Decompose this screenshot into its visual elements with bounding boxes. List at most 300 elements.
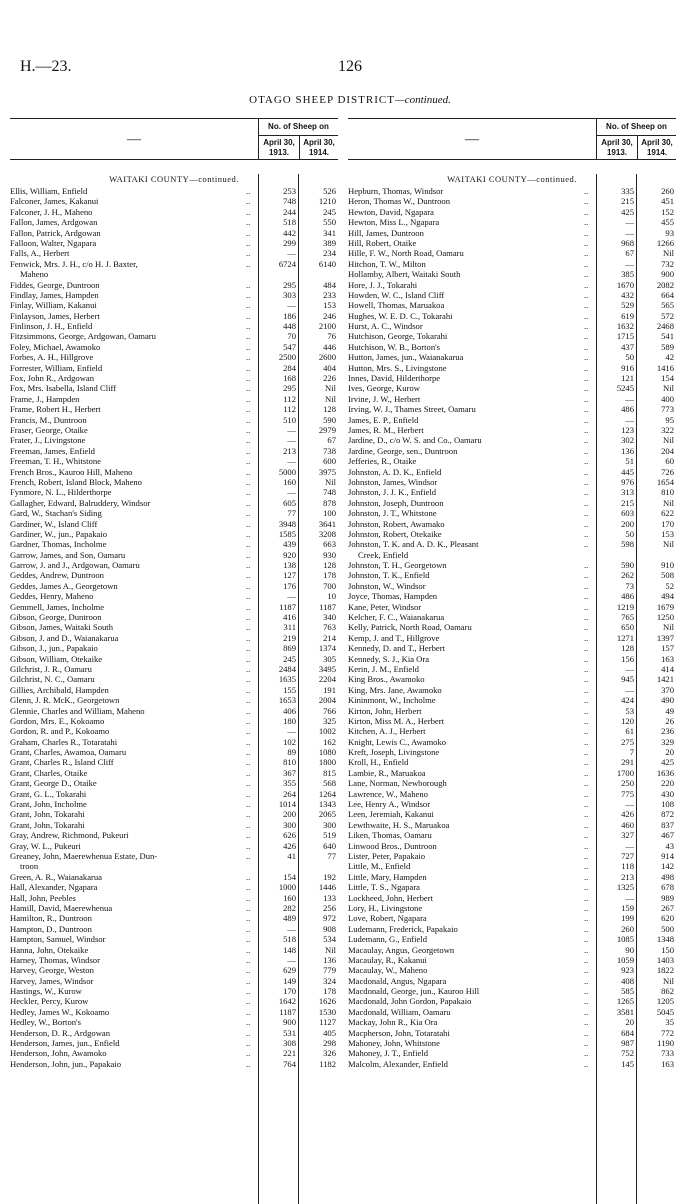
leader-dots: ..	[246, 601, 251, 612]
sheep-1914: 214	[323, 632, 336, 643]
sheep-1914: 305	[323, 653, 336, 664]
table-row	[10, 321, 338, 331]
table-row	[10, 456, 338, 466]
owner-name: Jardine, George, sen., Duntroon	[348, 445, 458, 456]
sheep-1913: 215	[621, 497, 634, 508]
table-row	[348, 321, 676, 331]
owner-name: Falconer, James, Kakanui	[10, 196, 99, 207]
sheep-1913: 355	[283, 778, 296, 789]
leader-dots: ..	[246, 1038, 251, 1049]
leader-dots: ..	[584, 851, 589, 861]
sheep-1914: 726	[661, 466, 674, 477]
owner-name: Johnston, J. T., Whitstone	[348, 508, 437, 519]
leader-dots: ..	[246, 497, 251, 508]
table-row	[10, 404, 338, 414]
sheep-1913: 920	[283, 549, 296, 560]
sheep-1914: 930	[323, 549, 336, 560]
table-row	[348, 643, 676, 653]
title-continued: —continued.	[394, 94, 451, 106]
owner-name: Hampton, D., Duntroon	[10, 923, 92, 934]
leader-dots: ..	[246, 539, 251, 550]
owner-name: Kininmont, W., Incholme	[348, 695, 436, 706]
owner-name: Johnston, Robert, Otekaike	[348, 528, 442, 539]
owner-name: Green, A. R., Waianakarua	[10, 871, 102, 882]
sheep-1914: 910	[661, 560, 674, 571]
owner-name: Garrow, James, and Son, Oamaru	[10, 549, 126, 560]
owner-name: Forbes, A. H., Hillgrove	[10, 352, 94, 363]
owner-name: Ellis, William, Enfield	[10, 186, 88, 196]
leader-dots: ..	[246, 528, 251, 539]
sheep-1913: 518	[283, 934, 296, 945]
owner-name: Hamill, David, Maerewhenua	[10, 902, 113, 913]
owner-name: Hille, F. W., North Road, Oamaru	[348, 248, 464, 259]
sheep-1913: 1187	[279, 1006, 296, 1017]
sheep-1914: 1250	[656, 612, 674, 623]
sheep-1913: 408	[621, 975, 634, 986]
sheep-1914: 154	[661, 373, 674, 384]
leader-dots: ..	[584, 539, 589, 550]
sheep-1913: 77	[287, 508, 296, 519]
sheep-1913: 425	[621, 206, 634, 217]
owner-name: Hepburn, Thomas, Windsor	[348, 186, 444, 196]
sheep-1914: 136	[323, 954, 336, 965]
sheep-1914: 128	[323, 404, 336, 415]
owner-name: Frame, J., Hampden	[10, 393, 80, 404]
sheep-1914: 20	[665, 747, 674, 758]
sheep-1913: —	[625, 414, 634, 425]
leader-dots: ..	[584, 414, 589, 425]
owner-name: Gillies, Archibald, Hampden	[10, 684, 109, 695]
leader-dots: ..	[584, 892, 589, 903]
leader-dots: ..	[584, 965, 589, 976]
sheep-1914: 872	[661, 809, 674, 820]
sheep-1914: 260	[661, 186, 674, 196]
sheep-1914: 414	[661, 663, 674, 674]
sheep-1913: 900	[283, 1017, 296, 1028]
sheep-1914: 3975	[318, 466, 336, 477]
name-column-header: —	[127, 132, 141, 147]
sheep-1913: 598	[621, 539, 634, 550]
owner-name: Greaney, John, Maerewhenua Estate, Dun-	[10, 851, 158, 861]
sheep-1914: Nil	[325, 944, 336, 955]
sheep-1913: 629	[283, 965, 296, 976]
owner-name: Hill, Robert, Otaike	[348, 237, 417, 248]
leader-dots: ..	[584, 695, 589, 706]
leader-dots: ..	[584, 757, 589, 768]
sheep-1914: 52	[665, 580, 674, 591]
owner-name: Macdonald, John Gordon, Papakaio	[348, 996, 472, 1007]
table-row	[10, 986, 338, 996]
owner-name: Johnston, J. J. K., Enfield	[348, 487, 437, 498]
sheep-1914: 163	[661, 1058, 674, 1069]
leader-dots: ..	[246, 736, 251, 747]
table-row	[10, 363, 338, 373]
leader-dots: ..	[246, 643, 251, 654]
sheep-1914: 405	[323, 1027, 336, 1038]
sheep-1913: 327	[621, 830, 634, 841]
sheep-1914: 430	[661, 788, 674, 799]
leader-dots: ..	[584, 612, 589, 623]
table-row	[348, 882, 676, 892]
table-row	[10, 934, 338, 944]
sheep-1913: 50	[625, 352, 634, 363]
owner-name: Henderson, D. R., Ardgowan	[10, 1027, 111, 1038]
district-title: OTAGO SHEEP DISTRICT	[249, 94, 395, 106]
leader-dots: ..	[246, 913, 251, 924]
sheep-1914: 60	[665, 456, 674, 467]
sheep-1914: 1343	[318, 799, 336, 810]
owner-name: King Bros., Awamoko	[348, 674, 425, 685]
leader-dots: ..	[246, 476, 251, 487]
owner-name: Joyce, Thomas, Hampden	[348, 591, 438, 602]
sheep-1914: 508	[661, 570, 674, 581]
leader-dots: ..	[584, 882, 589, 893]
sheep-1914: 766	[323, 705, 336, 716]
table-row	[10, 591, 338, 601]
owner-name: Hill, James, Duntroon	[348, 227, 424, 238]
sheep-1913: 727	[621, 851, 634, 861]
sheep-1914: 49	[665, 705, 674, 716]
leader-dots: ..	[584, 186, 589, 196]
sheep-group-label: No. of Sheep on	[259, 119, 338, 136]
sheep-1913: 89	[287, 747, 296, 758]
sheep-1914: 300	[323, 819, 336, 830]
table-row	[348, 383, 676, 393]
sheep-1914: 2100	[318, 321, 336, 332]
sheep-1913: 1642	[278, 996, 296, 1007]
owner-name: Macdonald, George, jun., Kauroo Hill	[348, 986, 480, 997]
leader-dots: ..	[584, 352, 589, 363]
sheep-1914: 1264	[318, 788, 336, 799]
owner-name: Kemp, J. and T., Hillgrove	[348, 632, 440, 643]
table-row	[348, 861, 676, 871]
leader-dots: ..	[584, 518, 589, 529]
table-row	[348, 477, 676, 487]
owner-name: Grant, G. L., Tokarahi	[10, 788, 87, 799]
sheep-1913: 547	[283, 341, 296, 352]
owner-name: Innes, David, Hilderthorpe	[348, 373, 441, 384]
sheep-1913: 1271	[616, 632, 634, 643]
table-row	[10, 716, 338, 726]
table-body	[348, 174, 676, 1069]
sheep-1913: 160	[283, 892, 296, 903]
table-row	[348, 809, 676, 819]
table-row	[10, 976, 338, 986]
sheep-1913: 406	[283, 705, 296, 716]
table-row	[348, 311, 676, 321]
sheep-1914: 900	[661, 269, 674, 280]
sheep-1914: 589	[661, 341, 674, 352]
sheep-1913: 200	[283, 809, 296, 820]
table-row	[348, 633, 676, 643]
sheep-1913: 1000	[278, 882, 296, 893]
leader-dots: ..	[584, 653, 589, 664]
leader-dots: ..	[246, 632, 251, 643]
leader-dots: ..	[246, 684, 251, 695]
sheep-1914: 534	[323, 934, 336, 945]
leader-dots: ..	[246, 674, 251, 685]
table-row	[348, 300, 676, 310]
sheep-1913: 585	[621, 986, 634, 997]
owner-name: Johnston, Joseph, Duntroon	[348, 497, 444, 508]
owner-name: Gardiner, W., jun., Papakaio	[10, 528, 108, 539]
table-row	[348, 747, 676, 757]
sheep-1913: 684	[621, 1027, 634, 1038]
sheep-1914: 738	[323, 445, 336, 456]
owner-name: Mahoney, John, Whitstone	[348, 1038, 440, 1049]
leader-dots: ..	[246, 726, 251, 737]
leader-dots: ..	[246, 1027, 251, 1038]
leader-dots: ..	[246, 289, 251, 300]
table-row	[10, 311, 338, 321]
owner-name: Geddes, James A., Georgetown	[10, 580, 118, 591]
table-row	[10, 913, 338, 923]
table-row	[348, 373, 676, 383]
sheep-1913: 3948	[278, 518, 296, 529]
owner-name: Macaulay, Angus, Georgetown	[348, 944, 455, 955]
leader-dots: ..	[584, 1058, 589, 1069]
leader-dots: ..	[246, 227, 251, 238]
sheep-1914: 153	[661, 528, 674, 539]
sheep-1913: 295	[283, 279, 296, 290]
sheep-1914: 163	[661, 653, 674, 664]
sheep-1914: 972	[323, 913, 336, 924]
owner-name: Ludemann, Frederick, Papakaio	[348, 923, 458, 934]
sheep-1914: 908	[323, 923, 336, 934]
sheep-1913: 299	[283, 237, 296, 248]
leader-dots: ..	[246, 518, 251, 529]
table-row	[348, 955, 676, 965]
sheep-1913: 1700	[616, 767, 634, 778]
owner-name: Graham, Charles R., Totaratahi	[10, 736, 118, 747]
sheep-1914: 678	[661, 882, 674, 893]
sheep-1913: 460	[621, 819, 634, 830]
sheep-1913: 748	[283, 196, 296, 207]
sheep-1913: —	[625, 892, 634, 903]
owner-name: Mackay, John R., Kia Ora	[348, 1017, 438, 1028]
sheep-1914: 467	[661, 830, 674, 841]
leader-dots: ..	[584, 196, 589, 207]
leader-dots: ..	[246, 393, 251, 404]
table-row	[10, 352, 338, 362]
table-row	[10, 248, 338, 258]
leader-dots: ..	[584, 269, 589, 280]
leader-dots: ..	[246, 248, 251, 259]
leader-dots: ..	[246, 424, 251, 435]
sheep-1914: 1190	[657, 1038, 674, 1049]
sheep-1914: 748	[323, 487, 336, 498]
owner-name: Gallagher, Edward, Balruddery, Windsor	[10, 497, 151, 508]
sheep-1914: 256	[323, 902, 336, 913]
leader-dots: ..	[246, 466, 251, 477]
sheep-1913: 138	[283, 560, 296, 571]
table-row	[348, 487, 676, 497]
sheep-1913: 148	[283, 944, 296, 955]
sheep-1914: 2600	[318, 352, 336, 363]
leader-dots: ..	[584, 466, 589, 477]
leader-dots: ..	[246, 237, 251, 248]
leader-dots: ..	[246, 373, 251, 384]
owner-name: troon	[20, 861, 39, 872]
sheep-1913: 1265	[616, 996, 634, 1007]
sheep-1913: 1059	[616, 954, 634, 965]
owner-name: Mahoney, J. T., Enfield	[348, 1048, 429, 1059]
sheep-1914: 1679	[656, 601, 674, 612]
leader-dots: ..	[246, 923, 251, 934]
sheep-1913: 619	[621, 310, 634, 321]
table-row	[10, 799, 338, 809]
sheep-1914: 1416	[656, 362, 674, 373]
sheep-1914: 153	[323, 300, 336, 311]
table-row	[10, 560, 338, 570]
sheep-1914: 2004	[318, 695, 336, 706]
table-row	[348, 498, 676, 508]
sheep-1914: 989	[661, 892, 674, 903]
leader-dots: ..	[584, 217, 589, 228]
sheep-1914: 455	[661, 217, 674, 228]
owner-name: Gordon, R. and P., Kokoamo	[10, 726, 110, 737]
table-row	[10, 186, 338, 196]
owner-name: Geddes, Henry, Maheno	[10, 591, 94, 602]
owner-name: Harvey, James, Windsor	[10, 975, 94, 986]
leader-dots: ..	[246, 196, 251, 207]
table-row	[10, 570, 338, 580]
table-row	[10, 519, 338, 529]
leader-dots: ..	[584, 715, 589, 726]
sheep-1914: 43	[665, 840, 674, 851]
owner-name: Frame, Robert H., Herbert	[10, 404, 101, 415]
sheep-1914: 2204	[318, 674, 336, 685]
sheep-1914: 484	[323, 279, 336, 290]
owner-name: Malcolm, Alexander, Enfield	[348, 1058, 448, 1069]
sheep-1913: 869	[283, 643, 296, 654]
sheep-1913: 156	[621, 653, 634, 664]
year-1913-header: April 30, 1913.	[597, 136, 638, 159]
leader-dots: ..	[584, 684, 589, 695]
leader-dots: ..	[246, 871, 251, 882]
sheep-1913: —	[625, 227, 634, 238]
sheep-1913: —	[287, 923, 296, 934]
sheep-1913: 123	[621, 424, 634, 435]
sheep-1914: 404	[323, 362, 336, 373]
owner-name: Hutchison, George, Tokarahi	[348, 331, 448, 342]
sheep-1914: Nil	[663, 975, 674, 986]
table-row	[348, 1059, 676, 1069]
table-row	[348, 591, 676, 601]
owner-name: Geddes, Andrew, Duntroon	[10, 570, 104, 581]
sheep-1914: 914	[661, 851, 674, 861]
sheep-1913: 221	[283, 1048, 296, 1059]
sheep-1914: 862	[661, 986, 674, 997]
table-row	[10, 228, 338, 238]
sheep-1913: 53	[625, 705, 634, 716]
table-row	[348, 757, 676, 767]
sheep-1913: 284	[283, 362, 296, 373]
leader-dots: ..	[246, 341, 251, 352]
sheep-1913: 976	[621, 476, 634, 487]
sheep-1913: 650	[621, 622, 634, 633]
owner-name: Harvey, George, Weston	[10, 965, 94, 976]
leader-dots: ..	[246, 331, 251, 342]
owner-name: Johnston, Robert, Awamako	[348, 518, 445, 529]
sheep-1914: 191	[323, 684, 336, 695]
owner-name: Johnston, T. K. and A. D. K., Pleasant	[348, 539, 479, 550]
owner-name: Macpherson, John, Totaratahi	[348, 1027, 450, 1038]
owner-name: Garrow, J. and J., Ardgowan, Oamaru	[10, 560, 140, 571]
sheep-1914: 326	[323, 1048, 336, 1059]
sheep-1913: 810	[283, 757, 296, 768]
sheep-1913: 5245	[616, 383, 634, 394]
leader-dots: ..	[584, 726, 589, 737]
sheep-1914: 389	[323, 237, 336, 248]
sheep-1913: 442	[283, 227, 296, 238]
owner-name: Hitchon, T. W., Milton	[348, 258, 426, 269]
sheep-1913: 764	[283, 1058, 296, 1069]
sheep-1914: 298	[323, 1038, 336, 1049]
leader-dots: ..	[246, 902, 251, 913]
sheep-1913: 510	[283, 414, 296, 425]
owner-name: Forrester, William, Enfield	[10, 362, 103, 373]
table-row	[10, 487, 338, 497]
name-column-header: —	[465, 132, 479, 147]
sheep-1913: 136	[621, 445, 634, 456]
sheep-1914: 572	[661, 310, 674, 321]
sheep-1914: 878	[323, 497, 336, 508]
table-header	[10, 118, 338, 160]
leader-dots: ..	[246, 300, 251, 311]
owner-name: Fallon, James, Ardgowan	[10, 217, 98, 228]
owner-name: Hutton, Mrs. S., Livingstone	[348, 362, 447, 373]
table-row	[10, 633, 338, 643]
sheep-1914: 67	[327, 435, 336, 446]
owner-name: Kerin, J. M., Enfield	[348, 663, 419, 674]
leader-dots: ..	[584, 570, 589, 581]
table-row	[348, 602, 676, 612]
leader-dots: ..	[246, 362, 251, 373]
leader-dots: ..	[584, 601, 589, 612]
sheep-1914: 170	[661, 518, 674, 529]
sheep-1914: 837	[661, 819, 674, 830]
table-row	[348, 207, 676, 217]
sheep-1914: 600	[323, 456, 336, 467]
sheep-1913: 303	[283, 289, 296, 300]
table-row	[348, 342, 676, 352]
leader-dots: ..	[246, 778, 251, 789]
sheep-1914: 565	[661, 300, 674, 311]
sheep-1914: 340	[323, 612, 336, 623]
leader-dots: ..	[246, 622, 251, 633]
owner-name: Kennedy, S. J., Kia Ora	[348, 653, 430, 664]
owner-name: Hedley, James W., Kokoamo	[10, 1006, 110, 1017]
leader-dots: ..	[246, 591, 251, 602]
sheep-1913: —	[287, 591, 296, 602]
sheep-1913: 1632	[616, 321, 634, 332]
sheep-1913: 416	[283, 612, 296, 623]
table-row	[348, 664, 676, 674]
owner-name: Grant, George D., Otaike	[10, 778, 97, 789]
table-row	[10, 508, 338, 518]
sheep-1913: 51	[625, 456, 634, 467]
sheep-1913: 300	[283, 819, 296, 830]
table-row	[10, 955, 338, 965]
sheep-1913: 311	[283, 622, 296, 633]
table-row	[10, 415, 338, 425]
owner-name: Macdonald, Angus, Ngapara	[348, 975, 447, 986]
leader-dots: ..	[246, 186, 251, 196]
leader-dots: ..	[584, 1027, 589, 1038]
leader-dots: ..	[584, 1006, 589, 1017]
table-row	[10, 1017, 338, 1027]
